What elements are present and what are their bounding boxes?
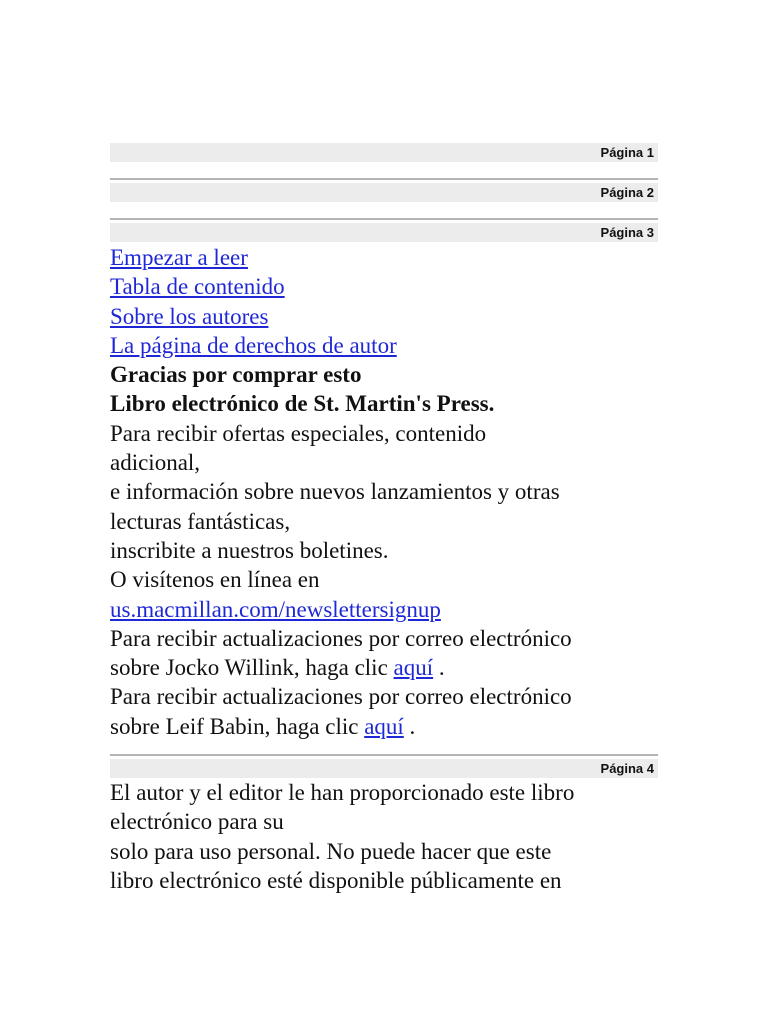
- leif-end: .: [403, 713, 416, 739]
- jocko-end: .: [433, 655, 445, 681]
- page-marker-4: Página 4: [110, 759, 658, 778]
- p4-line-1: El autor y el editor le han proporcionado este libro: [110, 780, 575, 806]
- page-marker-2: Página 2: [110, 183, 658, 202]
- offers-line-1: Para recibir ofertas especiales, contenido: [110, 420, 487, 446]
- offers-line-2: adicional,: [110, 450, 201, 476]
- leif-here-link[interactable]: aquí: [364, 713, 404, 739]
- info-line-2: lecturas fantásticas,: [110, 508, 291, 534]
- thanks-line-1: Gracias por comprar esto: [110, 362, 362, 388]
- newsletter-signup-link[interactable]: us.macmillan.com/newslettersignup: [110, 596, 441, 622]
- link-about-authors[interactable]: Sobre los autores: [110, 303, 269, 329]
- page-separator: [110, 218, 658, 220]
- page-4-content: [110, 778, 658, 895]
- p4-line-4: libro electrónico esté disponible públicamente en: [110, 867, 562, 893]
- link-start-reading[interactable]: Empezar a leer: [110, 245, 248, 270]
- leif-text: sobre Leif Babin, haga clic: [110, 713, 359, 739]
- link-copyright-page[interactable]: La página de derechos de autor: [110, 332, 397, 358]
- jocko-text: sobre Jocko Willink, haga clic: [110, 655, 388, 681]
- page-3-content: [110, 243, 658, 741]
- visit-line: O visítenos en línea en: [110, 567, 320, 593]
- leif-line-2: [110, 712, 658, 741]
- document: [110, 143, 658, 895]
- p4-line-3: solo para uso personal. No puede hacer que este: [110, 838, 552, 864]
- page-marker-3: Página 3: [110, 223, 658, 242]
- info-line-1: e información sobre nuevos lanzamientos y otras: [110, 479, 560, 505]
- p4-line-2: electrónico para su: [110, 809, 284, 835]
- page-separator: [110, 178, 658, 180]
- jocko-line-1: Para recibir actualizaciones por correo electrónico: [110, 625, 572, 651]
- link-table-of-contents[interactable]: Tabla de contenido: [110, 274, 285, 300]
- signup-line: inscribite a nuestros boletines.: [110, 537, 389, 563]
- page-separator: [110, 754, 658, 756]
- jocko-line-2: [110, 653, 658, 682]
- leif-line-1: Para recibir actualizaciones por correo electrónico: [110, 684, 572, 710]
- thanks-line-2: Libro electrónico de St. Martin's Press.: [110, 391, 495, 417]
- jocko-here-link[interactable]: aquí: [393, 655, 434, 681]
- page-marker-1: Página 1: [110, 143, 658, 162]
